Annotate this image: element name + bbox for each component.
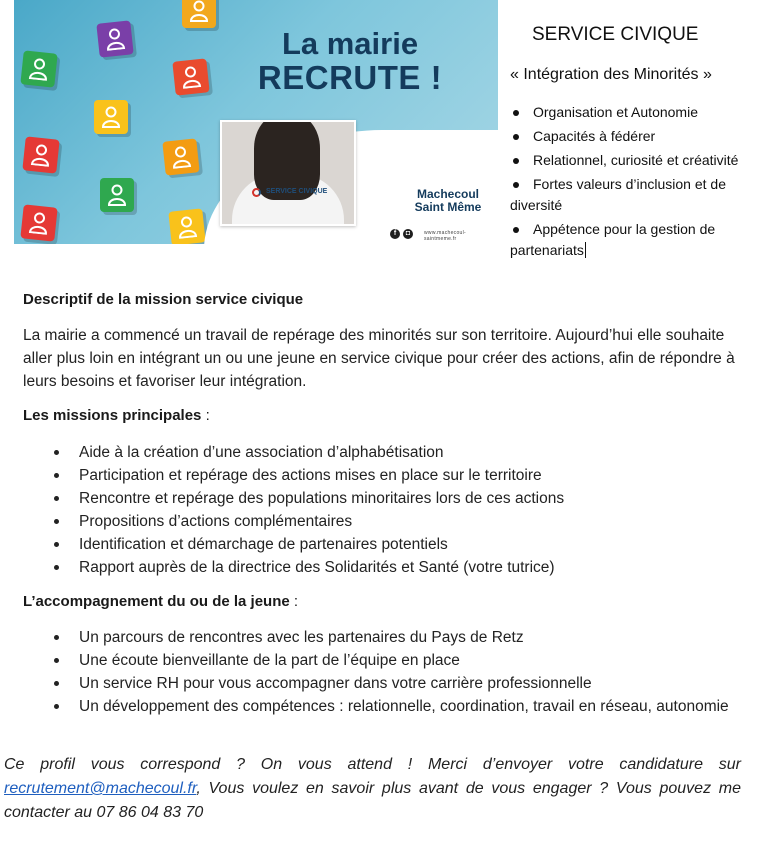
- person-cube-icon: [172, 58, 209, 95]
- service-title: SERVICE CIVIQUE: [532, 24, 699, 45]
- mission-item: Identification et démarchage de partenaires potentiels: [23, 533, 743, 556]
- mission-item: Rencontre et repérage des populations minoritaires lors de ces actions: [23, 487, 743, 510]
- mission-item: Participation et repérage des actions mises en place sur le territoire: [23, 464, 743, 487]
- call-to-action: [4, 753, 741, 825]
- quality-item: Capacités à fédérer: [510, 126, 776, 147]
- mission-item: Rapport auprès de la directrice des Solidarités et Santé (votre tutrice): [23, 556, 743, 579]
- banner-title-line2: RECRUTE !: [257, 58, 443, 96]
- recruitment-email-link[interactable]: recrutement@machecoul.fr: [4, 780, 197, 797]
- instagram-icon[interactable]: ◘: [403, 229, 413, 239]
- support-item: Une écoute bienveillante de la part de l’équipe en place: [23, 649, 743, 672]
- description-text: La mairie a commencé un travail de repérage des minorités sur son territoire. Aujourd’hui elle souhaite aller plus loin en intégrant un ou une jeune en service civique pour créer des actions, afin de répondre à leurs besoins et favoriser leur intégration.: [23, 327, 735, 390]
- missions-list: [23, 441, 743, 579]
- quality-item: Organisation et Autonomie: [510, 102, 776, 123]
- service-subtitle: « Intégration des Minorités »: [510, 66, 712, 83]
- facebook-icon[interactable]: f: [390, 229, 400, 239]
- town-logo-line1: Machecoul: [416, 187, 479, 201]
- photo-shirt-text: SERVICE CIVIQUE: [266, 188, 328, 195]
- support-list: [23, 626, 743, 718]
- person-cube-icon: [94, 100, 128, 134]
- mission-item: Aide à la création d’une association d’alphabétisation: [23, 441, 743, 464]
- support-item: Un service RH pour vous accompagner dans votre carrière professionnelle: [23, 672, 743, 695]
- banner-title-line1: La mairie: [281, 26, 419, 61]
- cta-text-after: , Vous voulez en savoir plus avant de vous engager ? Vous pouvez me contacter au 07 86 04 83 70: [4, 780, 741, 821]
- person-cube-icon: [22, 136, 59, 173]
- missions-heading: Les missions principales :: [23, 407, 210, 424]
- town-logo: [406, 188, 490, 214]
- qualities-list: [510, 102, 776, 264]
- recruitment-banner: [14, 0, 498, 244]
- quality-item: Fortes valeurs d’inclusion et de diversité: [510, 174, 776, 216]
- quality-item-last[interactable]: Appétence pour la gestion de partenariats: [510, 219, 776, 261]
- town-logo-line2: Saint Même: [414, 200, 482, 215]
- support-item: Un développement des compétences : relationnelle, coordination, travail en réseau, autonomie: [23, 695, 743, 718]
- service-civique-logo-icon: [252, 188, 261, 197]
- banner-website[interactable]: www.machecoul-saintmeme.fr: [424, 230, 466, 242]
- banner-title: [250, 28, 450, 95]
- person-cube-icon: [100, 178, 134, 212]
- mission-item: Propositions d’actions complémentaires: [23, 510, 743, 533]
- cta-text-before: Ce profil vous correspond ? On vous attend ! Merci d’envoyer votre candidature sur: [4, 756, 741, 773]
- social-icons: [390, 229, 413, 239]
- person-cube-icon: [20, 204, 57, 241]
- person-cube-icon: [162, 138, 199, 175]
- text-cursor: [585, 242, 586, 258]
- person-cube-icon: [96, 20, 133, 57]
- description-heading: Descriptif de la mission service civique: [23, 291, 304, 308]
- volunteer-photo: [220, 120, 356, 226]
- support-heading: L’accompagnement du ou de la jeune :: [23, 593, 299, 610]
- person-cube-icon: [182, 0, 216, 28]
- person-cube-icon: [168, 208, 205, 244]
- quality-item: Relationnel, curiosité et créativité: [510, 150, 776, 171]
- support-item: Un parcours de rencontres avec les partenaires du Pays de Retz: [23, 626, 743, 649]
- person-cube-icon: [20, 50, 57, 87]
